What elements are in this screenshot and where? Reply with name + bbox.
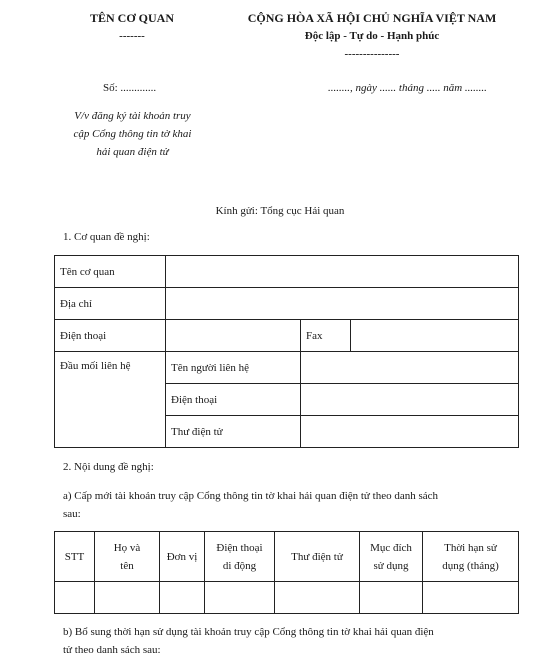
subject-line: hải quan điện tử <box>96 146 169 158</box>
address-cell: Địa chỉ <box>55 288 166 320</box>
table-cell <box>55 582 95 614</box>
motto-separator: --------------- <box>344 48 400 60</box>
column-header-name: Họ và tên <box>95 532 160 582</box>
contact-cell: Đầu mối liên hệ <box>55 352 166 448</box>
agency-name-label: TÊN CƠ QUAN <box>89 11 174 25</box>
table-cell <box>360 582 423 614</box>
part-b-text <box>63 623 533 659</box>
table-cell <box>160 582 205 614</box>
contact-name-cell: Tên người liên hệ <box>166 352 301 384</box>
address-value <box>166 288 519 320</box>
phone-value <box>166 320 301 352</box>
contact-email-cell: Thư điện tử <box>166 416 301 448</box>
part-b-line: tử theo danh sách sau: <box>63 644 161 656</box>
table-cell <box>275 582 360 614</box>
part-a-text <box>63 487 533 523</box>
contact-phone-cell: Điện thoại <box>166 384 301 416</box>
subject-block <box>45 107 220 161</box>
part-a-line: sau: <box>63 508 81 520</box>
column-header-stt: STT <box>55 532 95 582</box>
phone-cell: Điện thoại <box>55 320 166 352</box>
subject-line: cập Cổng thông tin tờ khai <box>73 128 192 140</box>
table-cell <box>95 582 160 614</box>
part-a-line: a) Cấp mới tài khoản truy cập Cổng thông tin tờ khai hải quan điện tử theo danh sách <box>63 490 439 502</box>
fax-cell: Fax <box>301 320 351 352</box>
column-header-unit: Đơn vị <box>160 532 205 582</box>
column-header-mobile: Điện thoại di động <box>205 532 275 582</box>
column-header-purpose: Mục đích sử dụng <box>360 532 423 582</box>
section1-title: 1. Cơ quan đề nghị: <box>63 231 150 243</box>
contact-name-value <box>301 352 519 384</box>
subject-line: V/v đăng ký tài khoản truy <box>74 110 191 122</box>
agency-info-table <box>54 255 519 448</box>
document-number: Số: ............. <box>103 82 157 94</box>
contact-email-value <box>301 416 519 448</box>
new-account-table <box>54 531 519 614</box>
agency-name-cell: Tên cơ quan <box>55 256 166 288</box>
contact-phone-value <box>301 384 519 416</box>
column-header-email: Thư điện tử <box>275 532 360 582</box>
section2-title: 2. Nội dung đề nghị: <box>63 461 154 473</box>
table-cell <box>423 582 519 614</box>
part-b-line: b) Bổ sung thời hạn sử dụng tài khoản truy cập Cổng thông tin tờ khai hải quan điện <box>63 626 434 638</box>
table-cell <box>205 582 275 614</box>
agency-name-value <box>166 256 519 288</box>
fax-value <box>351 320 519 352</box>
agency-separator: ------- <box>119 30 145 42</box>
table-row <box>55 582 519 614</box>
country-name: CỘNG HÒA XÃ HỘI CHỦ NGHĨA VIỆT NAM <box>247 11 497 25</box>
recipient: Kính gửi: Tổng cục Hải quan <box>215 205 345 217</box>
column-header-duration: Thời hạn sử dụng (tháng) <box>423 532 519 582</box>
document-date: ........, ngày ...... tháng ..... năm ........ <box>328 82 487 94</box>
national-motto: Độc lập - Tự do - Hạnh phúc <box>304 30 440 42</box>
